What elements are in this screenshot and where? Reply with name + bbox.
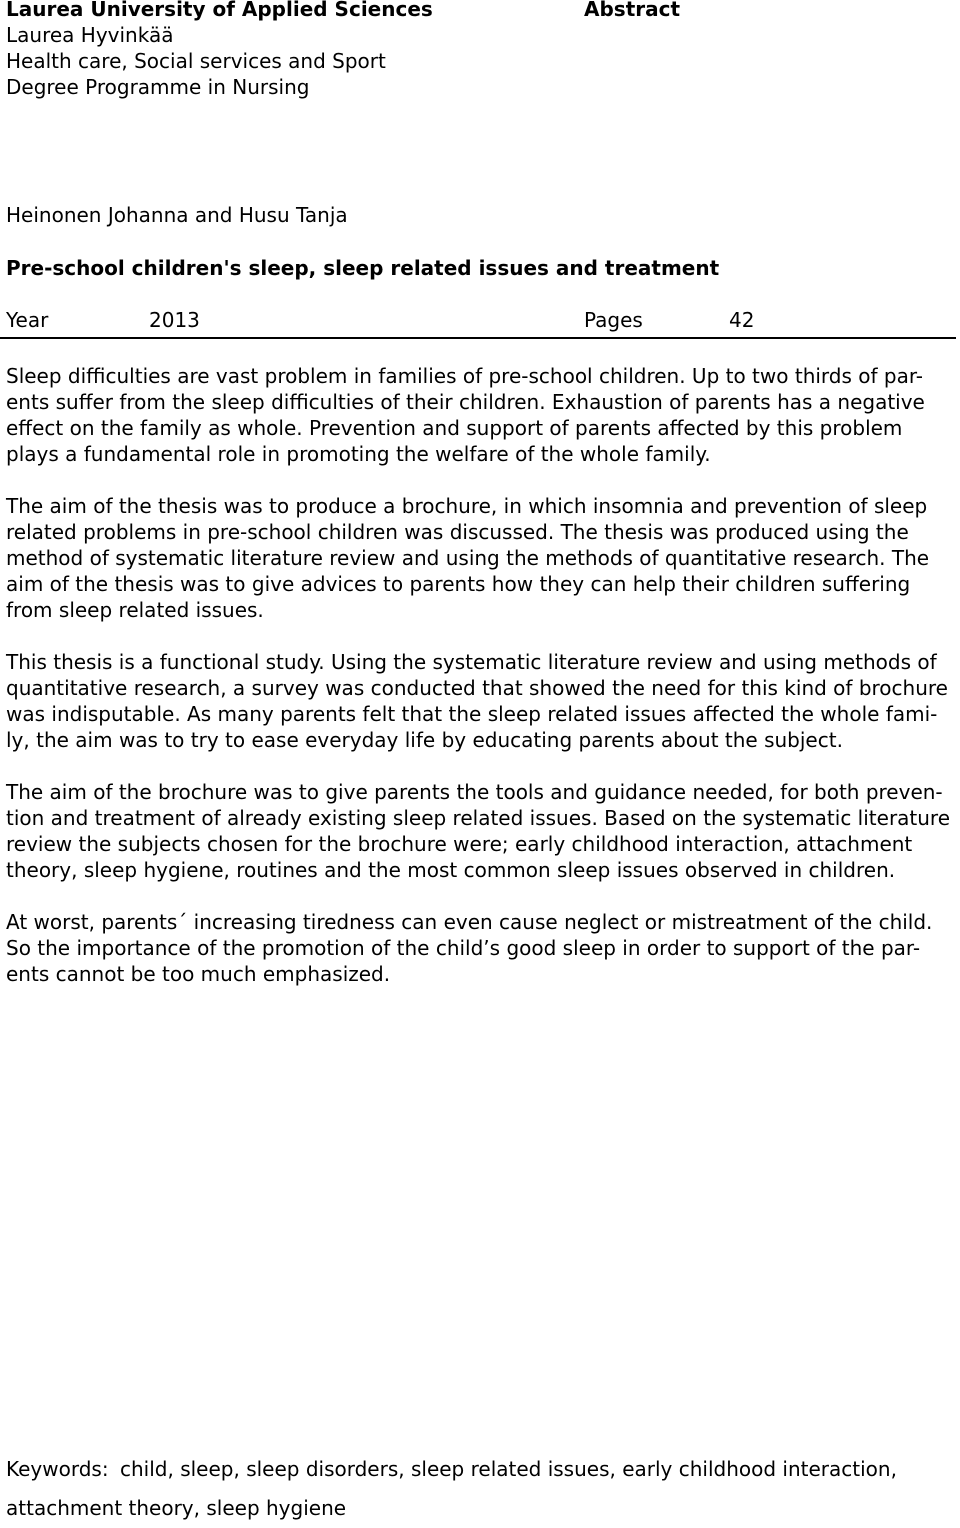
abstract-paragraph: The aim of the thesis was to produce a brochure, in which insomnia and prevention of sleep related problems in pre-school children was discussed. The thesis was produced using the method of systematic literature review and using the methods of quantitative research. The aim of the thesis was to give advices to parents how they can help their children suffering from sleep related issues. [6,494,930,622]
keywords-block [6,1450,956,1528]
meta-row [0,307,956,339]
pages-value: 42 [729,308,755,332]
abstract-paragraph: The aim of the brochure was to give parents the tools and guidance needed, for both preven- tion and treatment of already existing sleep related issues. Based on the systematic literature review the subjects chosen for the brochure were; early childhood interaction, attachment theory, sleep hygiene, routines and the most common sleep issues observed in children. [6,780,951,882]
year-label: Year [6,308,49,332]
unit-name: Laurea Hyvinkää [6,23,174,47]
keywords-line-1 [6,1450,956,1489]
keywords-list: child, sleep, sleep disorders, sleep related issues, early childhood interaction, [120,1457,897,1481]
header-block [6,0,566,100]
section-title: Abstract [584,0,681,21]
thesis-title: Pre-school children's sleep, sleep related issues and treatment [6,256,720,280]
authors: Heinonen Johanna and Husu Tanja [6,203,348,227]
institution-name: Laurea University of Applied Sciences [6,0,433,21]
field-name: Health care, Social services and Sport [6,49,386,73]
abstract-body [6,363,956,1013]
abstract-paragraph: This thesis is a functional study. Using the systematic literature review and using methods of quantitative research, a survey was conducted that showed the need for this kind of brochure was indisputable. As many parents felt that the sleep related issues affected the whole fami- ly, the aim was to try to ease everyday life by educating parents about the subject. [6,650,948,752]
abstract-paragraph: At worst, parents´ increasing tiredness can even cause neglect or mistreatment of the child. So the importance of the promotion of the child’s good sleep in order to support of the par- ents cannot be too much emphasized. [6,910,933,986]
keywords-label: Keywords: [6,1457,109,1481]
programme-name: Degree Programme in Nursing [6,75,310,99]
keywords-line-2: attachment theory, sleep hygiene [6,1496,347,1520]
year-value: 2013 [149,308,200,332]
abstract-paragraph: Sleep difficulties are vast problem in families of pre-school children. Up to two thirds of par- ents suffer from the sleep difficulties of their children. Exhaustion of parents has a negative effect on the family as whole. Prevention and support of parents affected by this problem plays a fundamental role in promoting the welfare of the whole family. [6,364,925,466]
pages-label: Pages [584,308,643,332]
